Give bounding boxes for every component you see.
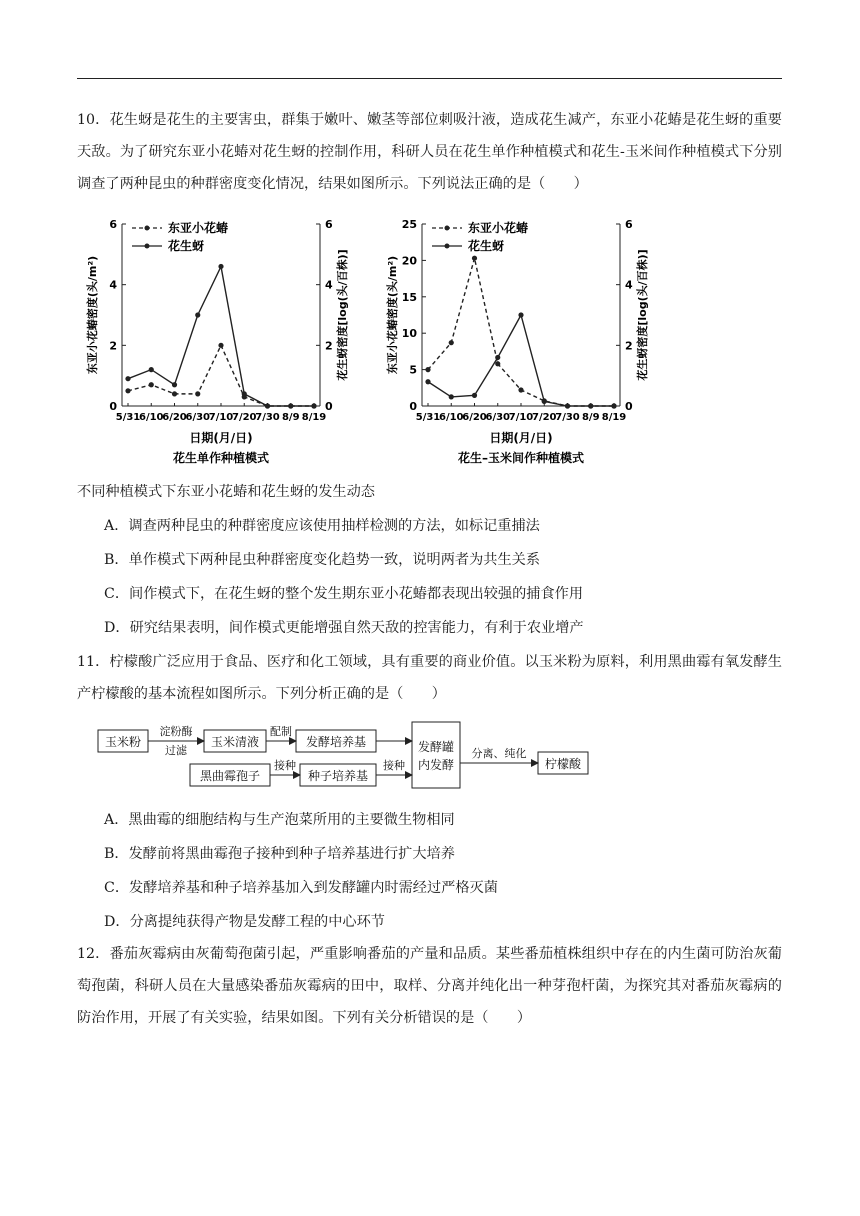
data-point [611, 403, 616, 408]
x-tick-label: 7/20 [531, 412, 557, 423]
data-point [425, 367, 430, 372]
x-tick-label: 8/9 [581, 412, 600, 423]
left-tick-label: 5 [409, 363, 417, 377]
figure-caption: 不同种植模式下东亚小花蝽和花生蚜的发生动态 [77, 484, 375, 500]
data-point [518, 312, 523, 317]
x-tick-label: 5/31 [415, 412, 441, 423]
data-point [425, 379, 430, 384]
data-point [125, 388, 130, 393]
data-point [495, 355, 500, 360]
legend-label: 东亚小花蝽 [468, 221, 529, 235]
citric-acid-flowchart [96, 716, 596, 796]
flow-tank-line1: 发酵罐 [417, 740, 455, 754]
data-point [172, 382, 177, 387]
y-axis-label-right: 花生蚜密度[log(头/百株)] [336, 249, 349, 381]
q11-stem: 11．柠檬酸广泛应用于食品、医疗和化工领域，具有重要的商业价值。以玉米粉为原料，利用黑曲霉有氧发酵生产柠檬酸的基本流程如图所示。下列分析正确的是（ ） [77, 654, 782, 702]
q10-option-d: D．研究结果表明，间作模式更能增强自然天敌的控害能力，有利于农业增产 [104, 620, 584, 636]
right-tick-label: 4 [625, 278, 633, 292]
right-tick-label: 2 [625, 339, 633, 353]
x-tick-label: 6/30 [185, 412, 211, 423]
q11-option-d: D．分离提纯获得产物是发酵工程的中心环节 [104, 914, 385, 930]
data-point [472, 256, 477, 261]
right-tick-label: 0 [325, 400, 333, 413]
left-tick-label: 20 [401, 254, 417, 268]
flow-separate: 分离、纯化 [471, 747, 527, 760]
x-tick-label: 6/20 [462, 412, 487, 423]
data-point [125, 376, 130, 381]
legend-label: 花生蚜 [168, 239, 205, 253]
flow-step1-top: 淀粉酶 [159, 725, 193, 738]
legend-marker [445, 226, 450, 231]
q11-option-b: B．发酵前将黑曲霉孢子接种到种子培养基进行扩大培养 [104, 846, 455, 862]
data-point [472, 393, 477, 398]
legend-marker [445, 244, 450, 249]
flow-corn-powder: 玉米粉 [104, 735, 142, 749]
data-point [518, 387, 523, 392]
x-tick-label: 7/30 [255, 412, 280, 423]
x-tick-label: 6/10 [138, 412, 164, 423]
right-tick-label: 6 [625, 218, 633, 231]
legend-label: 东亚小花蝽 [168, 221, 229, 235]
box-tank [412, 722, 460, 788]
left-tick-label: 4 [109, 278, 117, 292]
right-tick-label: 4 [325, 278, 333, 292]
q10-option-c: C．间作模式下，在花生蚜的整个发生期东亚小花蝽都表现出较强的捕食作用 [104, 586, 584, 602]
data-point [172, 391, 177, 396]
data-point [195, 312, 200, 317]
left-tick-label: 2 [109, 339, 117, 353]
q11-option-c: C．发酵培养基和种子培养基加入到发酵罐内时需经过严格灭菌 [104, 880, 498, 896]
q12-stem: 12．番茄灰霉病由灰葡萄孢菌引起，严重影响番茄的产量和品质。某些番茄植株组织中存在的内生菌可防治灰葡萄孢菌，科研人员在大量感染番茄灰霉病的田中，取样、分离并纯化出一种芽孢杆菌，为探究其对番茄灰霉病的防治作用，开展了有关实验，结果如图。下列有关分析错误的是（ ） [77, 946, 782, 1026]
left-tick-label: 10 [401, 327, 417, 341]
q10-option-a: A．调查两种昆虫的种群密度应该使用抽样检测的方法，如标记重捕法 [104, 518, 540, 534]
right-tick-label: 2 [325, 339, 333, 353]
header-rule [77, 78, 782, 79]
data-point [218, 264, 223, 269]
flow-seed-medium: 种子培养基 [307, 769, 369, 783]
left-tick-label: 0 [109, 400, 117, 413]
data-point [149, 382, 154, 387]
flow-inoculate-2: 接种 [383, 759, 405, 772]
x-tick-label: 7/30 [555, 412, 580, 423]
data-point [288, 403, 293, 408]
flow-spores: 黑曲霉孢子 [199, 769, 261, 783]
legend-label: 花生蚜 [468, 239, 505, 253]
right-tick-label: 0 [625, 400, 633, 413]
data-point [242, 391, 247, 396]
chart-intercrop [382, 212, 682, 464]
right-tick-label: 6 [325, 218, 333, 231]
data-point [542, 399, 547, 404]
x-tick-label: 8/9 [281, 412, 300, 423]
legend-marker [145, 244, 150, 249]
x-tick-label: 8/19 [601, 412, 627, 423]
flow-inoculate-1: 接种 [274, 759, 296, 772]
left-tick-label: 6 [109, 218, 117, 231]
flow-product: 柠檬酸 [544, 757, 582, 771]
x-tick-label: 6/10 [438, 412, 464, 423]
data-point [495, 361, 500, 366]
data-point [311, 403, 316, 408]
flow-corn-liquid: 玉米清液 [210, 735, 260, 749]
x-tick-label: 6/20 [162, 412, 187, 423]
data-point [218, 343, 223, 348]
data-point [195, 391, 200, 396]
legend-marker [145, 226, 150, 231]
y-axis-label-left: 东亚小花蝽密度(头/m²) [86, 255, 99, 375]
x-tick-label: 7/10 [208, 412, 234, 423]
data-point [588, 403, 593, 408]
chart-monoculture [82, 212, 372, 464]
left-tick-label: 15 [401, 290, 417, 304]
data-point [265, 403, 270, 408]
data-point [449, 394, 454, 399]
y-axis-label-right: 花生蚜密度[log(头/百株)] [636, 249, 649, 381]
q10-stem: 10．花生蚜是花生的主要害虫，群集于嫩叶、嫩茎等部位刺吸汁液，造成花生减产，东亚小花蝽是花生蚜的重要天敌。为了研究东亚小花蝽对花生蚜的控制作用，科研人员在花生单作种植模式和花生-玉米间作种植模式下分别调查了两种昆虫的种群密度变化情况，结果如图所示。下列说法正确的是（ ） [77, 112, 782, 192]
left-tick-label: 25 [401, 218, 417, 231]
data-point [449, 340, 454, 345]
series-line [128, 345, 314, 406]
left-tick-label: 0 [409, 400, 417, 413]
x-axis-label: 日期(月/日) [489, 431, 553, 445]
data-point [565, 403, 570, 408]
x-tick-label: 5/31 [115, 412, 141, 423]
flow-ferment-medium: 发酵培养基 [305, 735, 367, 749]
x-tick-label: 8/19 [301, 412, 327, 423]
y-axis-label-left: 东亚小花蝽密度(头/m²) [386, 255, 399, 375]
chart-title: 花生单作种植模式 [172, 451, 270, 464]
flow-step1-bottom: 过滤 [165, 744, 187, 757]
x-tick-label: 6/30 [485, 412, 511, 423]
data-point [149, 367, 154, 372]
series-line [128, 266, 314, 406]
flow-step2: 配制 [270, 725, 292, 738]
x-tick-label: 7/20 [231, 412, 257, 423]
q11-option-a: A．黑曲霉的细胞结构与生产泡菜所用的主要微生物相同 [104, 812, 455, 828]
series-line [428, 258, 614, 406]
q10-option-b: B．单作模式下两种昆虫种群密度变化趋势一致，说明两者为共生关系 [104, 552, 541, 568]
x-axis-label: 日期(月/日) [189, 431, 253, 445]
x-tick-label: 7/10 [508, 412, 534, 423]
flow-tank-line2: 内发酵 [417, 758, 455, 772]
chart-title: 花生–玉米间作种植模式 [457, 451, 585, 464]
